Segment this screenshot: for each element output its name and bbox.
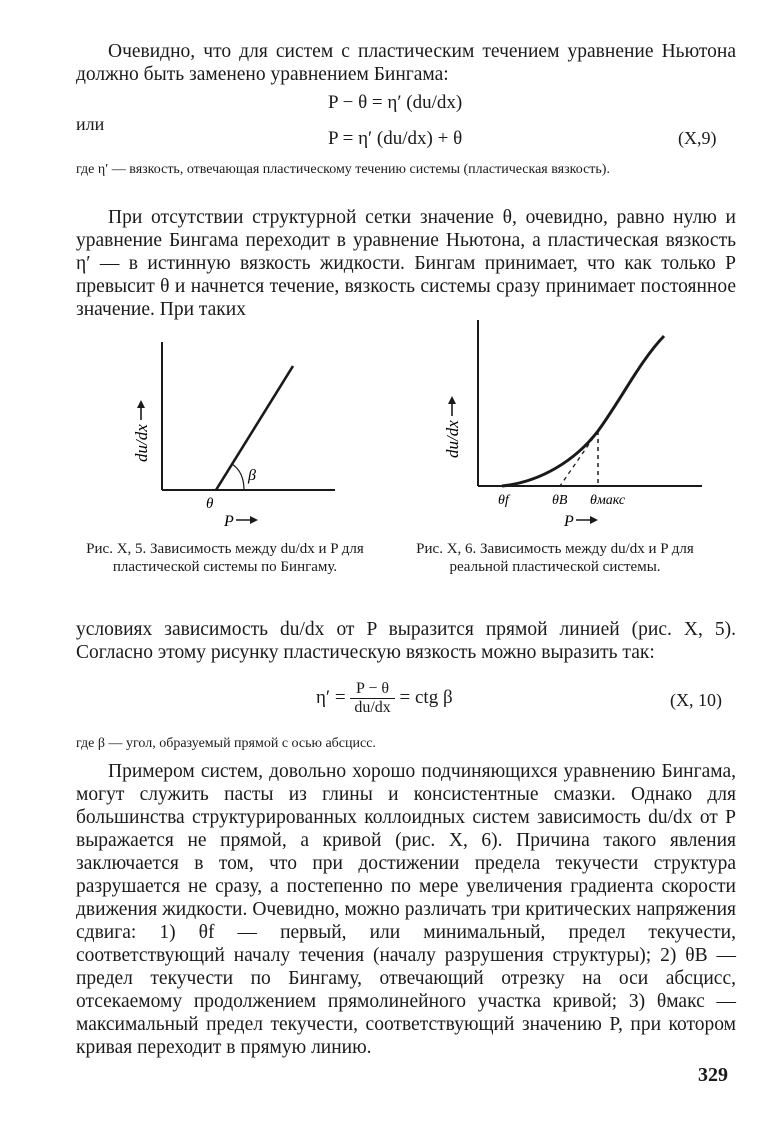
fig6-flow-curve bbox=[502, 336, 664, 486]
fig5-y-label: du/dx bbox=[132, 424, 151, 462]
figure-x6-caption: Рис. X, 6. Зависимость между du/dx и P для реальной пластической системы. bbox=[416, 541, 694, 575]
fig6-theta-max-label: θмакс bbox=[590, 493, 626, 508]
fig6-theta-f-label: θf bbox=[498, 493, 509, 508]
eq3-denominator: du/dx bbox=[354, 699, 391, 716]
figure-x6 bbox=[440, 316, 720, 538]
figure-x5-caption: Рис. X, 5. Зависимость между du/dx и P для пластической системы по Бингаму. bbox=[86, 541, 364, 575]
definition-plastic-viscosity: где η′ — вязкость, отвечающая пластическому течению системы (пластическая вязкость). bbox=[76, 162, 610, 177]
fig6-x-label: P bbox=[564, 513, 574, 530]
figure-x5 bbox=[120, 330, 360, 540]
equation-number-x9: (X,9) bbox=[678, 128, 717, 148]
eq3-lhs: η′ = bbox=[316, 686, 346, 708]
fig6-y-label: du/dx bbox=[443, 420, 462, 458]
paragraph-newton-transition: При отсутствии структурной сетки значение θ, очевидно, равно нулю и уравнение Бингама переходит в уравнение Ньютона, а пластическая вязкость η′ — в истинную вязкость жидкости. Бингам принимает, что как только P превысит θ и начнется течение, вязкость системы сразу принимает постоянное значение. При таких bbox=[76, 207, 736, 320]
fig6-y-arrowhead bbox=[448, 396, 456, 404]
paragraph-intro: Очевидно, что для систем с пластическим течением уравнение Ньютона должно быть заменено уравнением Бингама: bbox=[76, 41, 736, 85]
fig6-dashed-extension bbox=[560, 431, 598, 486]
eq3-numerator: P − θ bbox=[350, 680, 394, 699]
eq3-fraction bbox=[350, 680, 394, 717]
paragraph-examples: Примером систем, довольно хорошо подчиняющихся уравнению Бингама, могут служить пасты из глины и консистентные смазки. Однако для большинства структурированных коллоидных систем зависимость du/dx от P выражается не прямой, а кривой (рис. X, 6). Причина такого явления заключается в том, что при достижении предела текучести структура разрушается не сразу, а постепенно по мере увеличения градиента скорости движения жидкости. Очевидно, можно различать три критических напряжения сдвига: 1) θf — первый, или минимальный, предел текучести, соответствующий началу течения (началу разрушения структуры); 2) θB — предел текучести по Бингаму, отвечающий отрезку на оси абсцисс, отсекаемому продолжением прямолинейного участка кривой; 3) θмакс — максимальный предел текучести, соответствующий значению P, при котором кривая переходит в прямую линию. bbox=[76, 761, 736, 1058]
fig5-beta-label: β bbox=[248, 467, 256, 484]
equation-number-x10: (X, 10) bbox=[670, 690, 722, 710]
fig5-angle-arc bbox=[232, 464, 244, 490]
equation-bingham-1: P − θ = η′ (du/dx) bbox=[328, 92, 463, 113]
paragraph-straight-line: условиях зависимость du/dx от P выразится прямой линией (рис. X, 5). Согласно этому рисунку пластическую вязкость можно выразить так: bbox=[76, 619, 736, 663]
fig6-theta-b-label: θB bbox=[552, 493, 568, 508]
fig5-theta-label: θ bbox=[206, 496, 214, 512]
fig6-x-arrowhead bbox=[590, 516, 598, 524]
page-number: 329 bbox=[698, 1064, 728, 1086]
eq3-rhs: = ctg β bbox=[399, 686, 453, 708]
word-or: или bbox=[76, 114, 105, 134]
equation-x10 bbox=[316, 680, 453, 717]
fig5-y-arrowhead bbox=[137, 400, 145, 408]
fig5-x-label: P bbox=[224, 513, 234, 530]
equation-bingham-2: P = η′ (du/dx) + θ bbox=[328, 128, 463, 149]
definition-beta: где β — угол, образуемый прямой с осью абсцисс. bbox=[76, 736, 376, 751]
fig5-x-arrowhead bbox=[250, 516, 258, 524]
